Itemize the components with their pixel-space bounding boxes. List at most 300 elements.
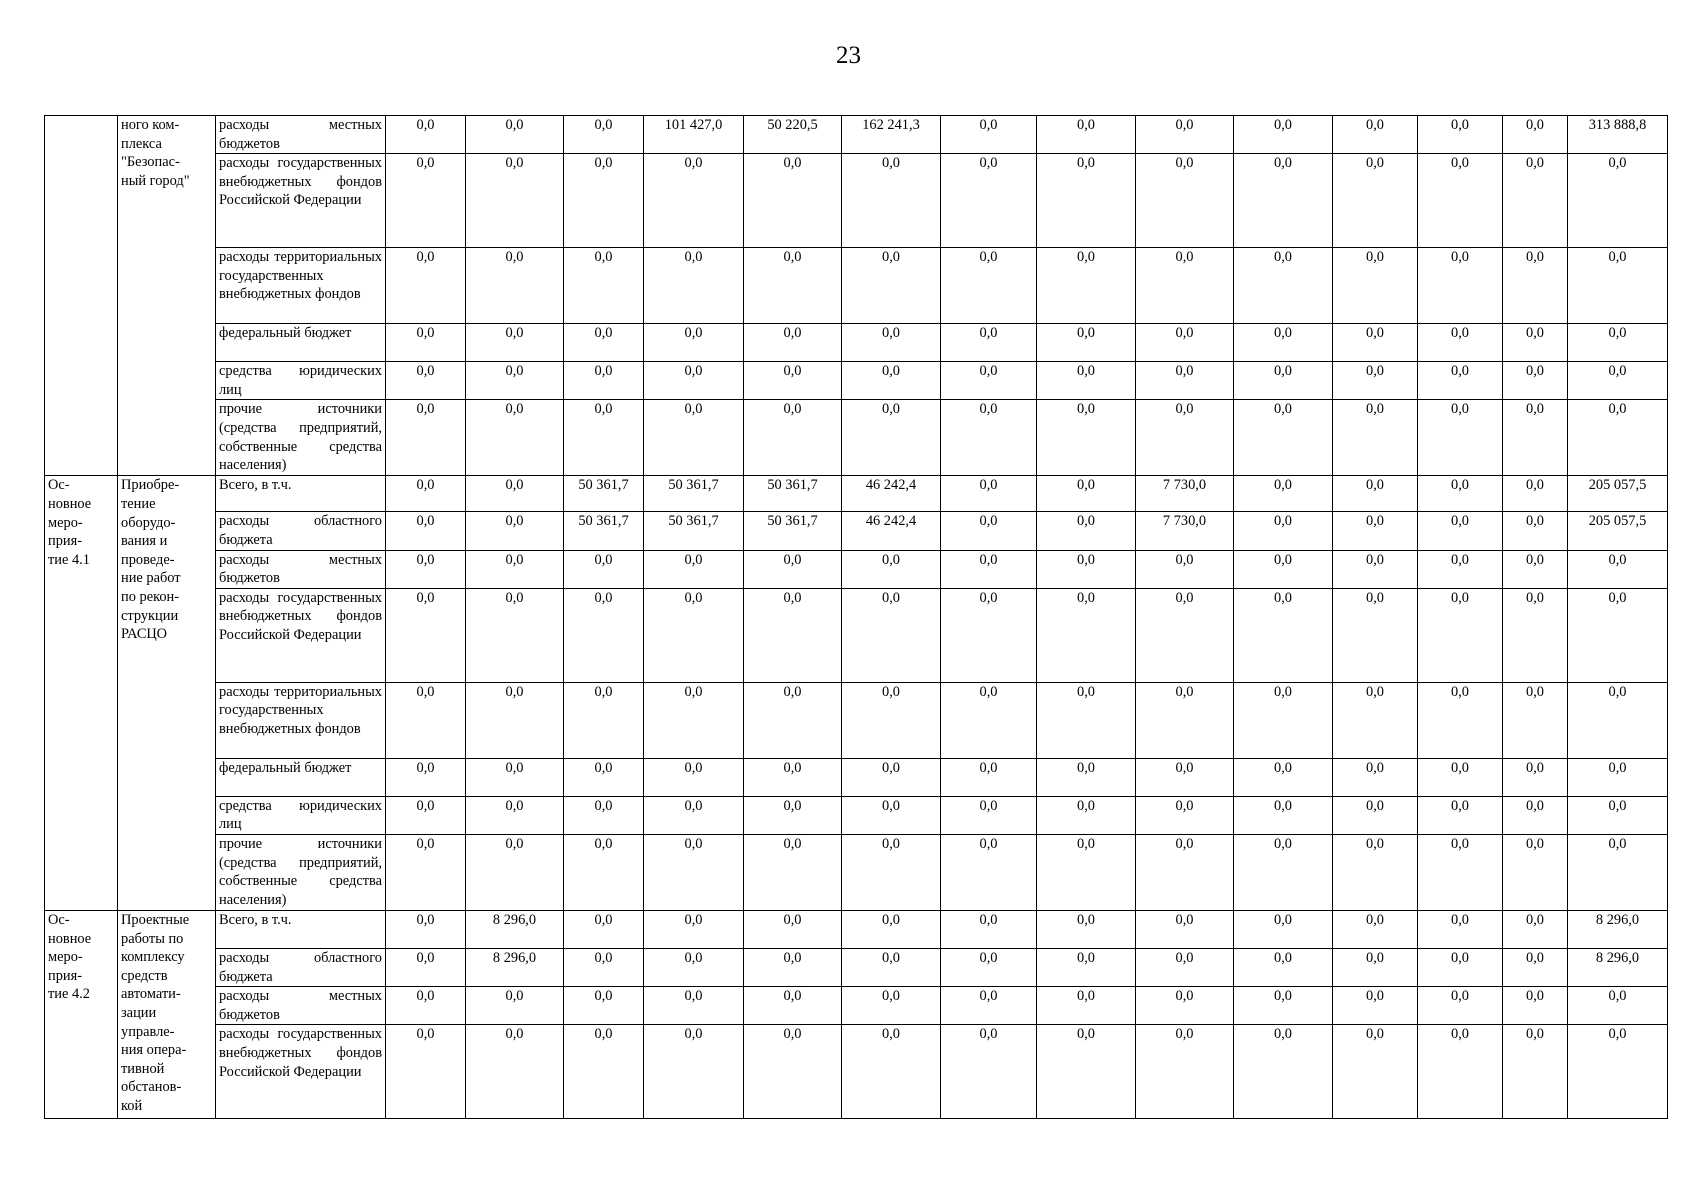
amount-cell: 0,0 <box>1503 948 1568 986</box>
amount-cell: 0,0 <box>1568 400 1668 476</box>
amount-cell: 0,0 <box>1333 248 1418 324</box>
amount-cell: 0,0 <box>744 758 842 796</box>
amount-cell: 7 730,0 <box>1136 512 1234 550</box>
activity-name-text: ного ком- плекса "Безопас- ный город" <box>121 117 190 189</box>
amount-cell: 0,0 <box>744 324 842 362</box>
amount-cell: 0,0 <box>1418 682 1503 758</box>
amount-cell: 0,0 <box>1136 248 1234 324</box>
amount-cell: 0,0 <box>1503 796 1568 834</box>
amount-cell: 0,0 <box>1234 116 1333 154</box>
amount-cell: 0,0 <box>466 324 564 362</box>
amount-cell: 0,0 <box>1418 758 1503 796</box>
amount-cell: 0,0 <box>564 834 644 910</box>
amount-cell: 0,0 <box>564 550 644 588</box>
amount-cell: 0,0 <box>564 987 644 1025</box>
amount-cell: 0,0 <box>1333 910 1418 948</box>
amount-cell: 0,0 <box>1333 796 1418 834</box>
amount-cell: 0,0 <box>842 682 941 758</box>
amount-cell: 0,0 <box>1333 116 1418 154</box>
amount-cell: 0,0 <box>1503 362 1568 400</box>
table-row <box>45 834 1668 910</box>
amount-cell: 8 296,0 <box>1568 948 1668 986</box>
amount-cell: 0,0 <box>1136 550 1234 588</box>
amount-cell: 0,0 <box>564 758 644 796</box>
amount-cell: 0,0 <box>1568 758 1668 796</box>
amount-cell: 0,0 <box>386 512 466 550</box>
activity-name-text: Проектные работы по комплексу средств автомати- зации управле- ния опера- тивной обстанов- кой <box>121 911 190 1114</box>
amount-cell: 0,0 <box>1333 476 1418 512</box>
amount-cell: 0,0 <box>1037 116 1136 154</box>
amount-cell: 0,0 <box>1234 1025 1333 1119</box>
amount-cell: 0,0 <box>842 400 941 476</box>
amount-cell: 313 888,8 <box>1568 116 1668 154</box>
funding-source-cell: расходы государственных внебюджетных фондов Российской Федерации <box>216 1025 386 1119</box>
amount-cell: 0,0 <box>1037 834 1136 910</box>
amount-cell: 0,0 <box>1037 154 1136 248</box>
amount-cell: 0,0 <box>386 682 466 758</box>
amount-cell: 0,0 <box>386 948 466 986</box>
amount-cell: 0,0 <box>842 948 941 986</box>
amount-cell: 0,0 <box>466 758 564 796</box>
amount-cell: 0,0 <box>1136 834 1234 910</box>
activity-name-text: Приобре- тение оборудо- вания и проведе- ние работ по рекон- струкции РАСЦО <box>121 477 181 643</box>
amount-cell: 0,0 <box>564 362 644 400</box>
amount-cell: 0,0 <box>941 796 1037 834</box>
amount-cell: 0,0 <box>941 987 1037 1025</box>
amount-cell: 0,0 <box>1037 476 1136 512</box>
amount-cell: 0,0 <box>1503 248 1568 324</box>
table-row <box>45 154 1668 248</box>
amount-cell: 0,0 <box>386 550 466 588</box>
amount-cell: 0,0 <box>941 248 1037 324</box>
amount-cell: 0,0 <box>1503 116 1568 154</box>
amount-cell: 0,0 <box>1568 248 1668 324</box>
amount-cell: 0,0 <box>1568 550 1668 588</box>
amount-cell: 50 361,7 <box>644 476 744 512</box>
main-event-cell <box>45 476 118 911</box>
amount-cell: 0,0 <box>941 758 1037 796</box>
amount-cell: 0,0 <box>1418 948 1503 986</box>
page-number: 23 <box>836 42 861 69</box>
amount-cell: 0,0 <box>1418 362 1503 400</box>
amount-cell: 0,0 <box>386 362 466 400</box>
amount-cell: 0,0 <box>941 512 1037 550</box>
amount-cell: 0,0 <box>941 116 1037 154</box>
amount-cell: 0,0 <box>1136 910 1234 948</box>
table-row <box>45 948 1668 986</box>
amount-cell: 0,0 <box>1234 324 1333 362</box>
amount-cell: 0,0 <box>1333 362 1418 400</box>
amount-cell: 8 296,0 <box>1568 910 1668 948</box>
amount-cell: 50 361,7 <box>564 512 644 550</box>
amount-cell: 0,0 <box>941 682 1037 758</box>
amount-cell: 0,0 <box>1037 910 1136 948</box>
amount-cell: 0,0 <box>644 796 744 834</box>
funding-source-cell: расходы государственных внебюджетных фондов Российской Федерации <box>216 588 386 682</box>
amount-cell: 0,0 <box>564 588 644 682</box>
amount-cell: 0,0 <box>744 796 842 834</box>
amount-cell: 0,0 <box>1037 682 1136 758</box>
amount-cell: 0,0 <box>1037 758 1136 796</box>
amount-cell: 0,0 <box>842 362 941 400</box>
amount-cell: 0,0 <box>1418 834 1503 910</box>
amount-cell: 0,0 <box>1503 324 1568 362</box>
funding-source-cell: расходы местных бюджетов <box>216 116 386 154</box>
amount-cell: 0,0 <box>644 987 744 1025</box>
table-row <box>45 987 1668 1025</box>
amount-cell: 0,0 <box>1037 1025 1136 1119</box>
amount-cell: 0,0 <box>1503 987 1568 1025</box>
main-event-text: Ос- новное меро- прия- тие 4.1 <box>48 477 92 568</box>
amount-cell: 8 296,0 <box>466 910 564 948</box>
amount-cell: 0,0 <box>842 324 941 362</box>
amount-cell: 0,0 <box>1418 910 1503 948</box>
amount-cell: 0,0 <box>386 910 466 948</box>
amount-cell: 0,0 <box>941 400 1037 476</box>
amount-cell: 0,0 <box>1418 550 1503 588</box>
amount-cell: 0,0 <box>466 682 564 758</box>
amount-cell: 0,0 <box>466 796 564 834</box>
amount-cell: 0,0 <box>466 834 564 910</box>
budget-table <box>44 115 1668 1119</box>
amount-cell: 205 057,5 <box>1568 476 1668 512</box>
amount-cell: 0,0 <box>1333 324 1418 362</box>
amount-cell: 0,0 <box>644 682 744 758</box>
amount-cell: 0,0 <box>1234 796 1333 834</box>
amount-cell: 0,0 <box>1568 1025 1668 1119</box>
amount-cell: 0,0 <box>941 550 1037 588</box>
amount-cell: 0,0 <box>1503 154 1568 248</box>
table-row <box>45 116 1668 154</box>
amount-cell: 0,0 <box>1333 588 1418 682</box>
amount-cell: 0,0 <box>386 154 466 248</box>
amount-cell: 0,0 <box>744 948 842 986</box>
funding-source-cell: расходы территориальных государственных внебюджетных фондов <box>216 682 386 758</box>
amount-cell: 0,0 <box>744 1025 842 1119</box>
amount-cell: 0,0 <box>1418 400 1503 476</box>
amount-cell: 0,0 <box>1037 948 1136 986</box>
amount-cell: 0,0 <box>1136 758 1234 796</box>
amount-cell: 205 057,5 <box>1568 512 1668 550</box>
amount-cell: 0,0 <box>842 987 941 1025</box>
amount-cell: 0,0 <box>941 324 1037 362</box>
amount-cell: 0,0 <box>1136 682 1234 758</box>
amount-cell: 0,0 <box>1333 834 1418 910</box>
amount-cell: 0,0 <box>1234 154 1333 248</box>
amount-cell: 0,0 <box>941 1025 1037 1119</box>
amount-cell: 0,0 <box>744 248 842 324</box>
amount-cell: 0,0 <box>644 550 744 588</box>
amount-cell: 0,0 <box>1503 400 1568 476</box>
table-row <box>45 910 1668 948</box>
amount-cell: 0,0 <box>1568 154 1668 248</box>
amount-cell: 0,0 <box>1503 550 1568 588</box>
amount-cell: 0,0 <box>941 910 1037 948</box>
amount-cell: 0,0 <box>1136 588 1234 682</box>
amount-cell: 162 241,3 <box>842 116 941 154</box>
amount-cell: 0,0 <box>386 476 466 512</box>
amount-cell: 0,0 <box>1418 154 1503 248</box>
table-body <box>45 116 1668 1119</box>
amount-cell: 0,0 <box>1418 512 1503 550</box>
amount-cell: 0,0 <box>1234 758 1333 796</box>
amount-cell: 0,0 <box>744 154 842 248</box>
amount-cell: 0,0 <box>644 910 744 948</box>
amount-cell: 0,0 <box>744 362 842 400</box>
amount-cell: 0,0 <box>1234 248 1333 324</box>
amount-cell: 7 730,0 <box>1136 476 1234 512</box>
amount-cell: 0,0 <box>744 550 842 588</box>
amount-cell: 0,0 <box>1234 512 1333 550</box>
amount-cell: 46 242,4 <box>842 512 941 550</box>
amount-cell: 0,0 <box>842 910 941 948</box>
amount-cell: 0,0 <box>1037 512 1136 550</box>
amount-cell: 0,0 <box>1136 324 1234 362</box>
amount-cell: 0,0 <box>1568 588 1668 682</box>
amount-cell: 0,0 <box>1333 154 1418 248</box>
amount-cell: 0,0 <box>1037 588 1136 682</box>
activity-name-cell <box>118 116 216 476</box>
funding-source-cell: Всего, в т.ч. <box>216 910 386 948</box>
amount-cell: 0,0 <box>386 324 466 362</box>
amount-cell: 0,0 <box>941 362 1037 400</box>
amount-cell: 0,0 <box>564 910 644 948</box>
amount-cell: 0,0 <box>564 324 644 362</box>
amount-cell: 0,0 <box>644 324 744 362</box>
amount-cell: 0,0 <box>1136 987 1234 1025</box>
amount-cell: 0,0 <box>1333 758 1418 796</box>
amount-cell: 0,0 <box>1503 758 1568 796</box>
amount-cell: 0,0 <box>842 758 941 796</box>
amount-cell: 0,0 <box>1503 910 1568 948</box>
amount-cell: 0,0 <box>1136 362 1234 400</box>
amount-cell: 0,0 <box>744 682 842 758</box>
amount-cell: 0,0 <box>1568 324 1668 362</box>
amount-cell: 0,0 <box>386 588 466 682</box>
amount-cell: 0,0 <box>744 588 842 682</box>
amount-cell: 0,0 <box>644 154 744 248</box>
amount-cell: 0,0 <box>1418 987 1503 1025</box>
table-row <box>45 362 1668 400</box>
amount-cell: 0,0 <box>1333 550 1418 588</box>
amount-cell: 0,0 <box>1234 400 1333 476</box>
amount-cell: 0,0 <box>1037 550 1136 588</box>
amount-cell: 0,0 <box>1136 154 1234 248</box>
table-row <box>45 324 1668 362</box>
table-row <box>45 400 1668 476</box>
amount-cell: 0,0 <box>941 154 1037 248</box>
amount-cell: 0,0 <box>1418 588 1503 682</box>
amount-cell: 0,0 <box>644 588 744 682</box>
main-event-text: Ос- новное меро- прия- тие 4.2 <box>48 911 92 1003</box>
amount-cell: 0,0 <box>1333 987 1418 1025</box>
amount-cell: 0,0 <box>842 588 941 682</box>
amount-cell: 0,0 <box>1503 512 1568 550</box>
amount-cell: 0,0 <box>386 116 466 154</box>
table-row <box>45 682 1668 758</box>
amount-cell: 0,0 <box>1234 362 1333 400</box>
amount-cell: 0,0 <box>1418 1025 1503 1119</box>
amount-cell: 0,0 <box>842 248 941 324</box>
funding-source-cell: расходы местных бюджетов <box>216 987 386 1025</box>
amount-cell: 0,0 <box>842 834 941 910</box>
amount-cell: 0,0 <box>1037 987 1136 1025</box>
amount-cell: 0,0 <box>564 248 644 324</box>
amount-cell: 0,0 <box>941 834 1037 910</box>
funding-source-cell: федеральный бюджет <box>216 324 386 362</box>
amount-cell: 0,0 <box>386 400 466 476</box>
amount-cell: 0,0 <box>842 1025 941 1119</box>
table-row <box>45 550 1668 588</box>
amount-cell: 50 361,7 <box>564 476 644 512</box>
amount-cell: 0,0 <box>1418 324 1503 362</box>
amount-cell: 0,0 <box>1418 796 1503 834</box>
amount-cell: 50 361,7 <box>744 512 842 550</box>
amount-cell: 0,0 <box>1234 682 1333 758</box>
amount-cell: 0,0 <box>1234 948 1333 986</box>
amount-cell: 0,0 <box>1136 1025 1234 1119</box>
amount-cell: 0,0 <box>1234 588 1333 682</box>
amount-cell: 0,0 <box>1568 987 1668 1025</box>
amount-cell: 0,0 <box>1234 834 1333 910</box>
amount-cell: 0,0 <box>1136 400 1234 476</box>
amount-cell: 0,0 <box>386 248 466 324</box>
table-row <box>45 248 1668 324</box>
amount-cell: 0,0 <box>1568 834 1668 910</box>
amount-cell: 0,0 <box>1234 550 1333 588</box>
amount-cell: 0,0 <box>386 1025 466 1119</box>
amount-cell: 50 361,7 <box>644 512 744 550</box>
amount-cell: 0,0 <box>644 948 744 986</box>
amount-cell: 0,0 <box>1503 588 1568 682</box>
amount-cell: 0,0 <box>1234 910 1333 948</box>
amount-cell: 0,0 <box>564 116 644 154</box>
main-event-cell <box>45 910 118 1118</box>
amount-cell: 0,0 <box>386 834 466 910</box>
amount-cell: 0,0 <box>1136 116 1234 154</box>
amount-cell: 0,0 <box>564 682 644 758</box>
amount-cell: 0,0 <box>744 834 842 910</box>
amount-cell: 0,0 <box>1333 400 1418 476</box>
amount-cell: 0,0 <box>466 116 564 154</box>
amount-cell: 46 242,4 <box>842 476 941 512</box>
amount-cell: 0,0 <box>466 987 564 1025</box>
amount-cell: 0,0 <box>644 248 744 324</box>
funding-source-cell: расходы областного бюджета <box>216 948 386 986</box>
amount-cell: 0,0 <box>466 1025 564 1119</box>
amount-cell: 0,0 <box>842 154 941 248</box>
amount-cell: 0,0 <box>744 400 842 476</box>
funding-source-cell: прочие источники (средства предприятий, собственные средства населения) <box>216 400 386 476</box>
funding-source-cell: расходы областного бюджета <box>216 512 386 550</box>
funding-source-cell: средства юридических лиц <box>216 362 386 400</box>
amount-cell: 0,0 <box>466 550 564 588</box>
amount-cell: 0,0 <box>1418 476 1503 512</box>
funding-source-cell: расходы территориальных государственных внебюджетных фондов <box>216 248 386 324</box>
amount-cell: 0,0 <box>644 834 744 910</box>
amount-cell: 0,0 <box>1333 682 1418 758</box>
amount-cell: 0,0 <box>1037 400 1136 476</box>
amount-cell: 0,0 <box>744 987 842 1025</box>
amount-cell: 0,0 <box>1503 476 1568 512</box>
amount-cell: 0,0 <box>1037 796 1136 834</box>
amount-cell: 0,0 <box>1136 796 1234 834</box>
amount-cell: 0,0 <box>1333 1025 1418 1119</box>
amount-cell: 0,0 <box>1136 948 1234 986</box>
amount-cell: 0,0 <box>644 1025 744 1119</box>
amount-cell: 0,0 <box>1568 682 1668 758</box>
activity-name-cell <box>118 910 216 1118</box>
amount-cell: 0,0 <box>386 987 466 1025</box>
amount-cell: 50 361,7 <box>744 476 842 512</box>
amount-cell: 0,0 <box>466 362 564 400</box>
amount-cell: 0,0 <box>941 948 1037 986</box>
amount-cell: 50 220,5 <box>744 116 842 154</box>
table-row <box>45 758 1668 796</box>
table-row <box>45 512 1668 550</box>
funding-source-cell: прочие источники (средства предприятий, собственные средства населения) <box>216 834 386 910</box>
amount-cell: 0,0 <box>1234 987 1333 1025</box>
amount-cell: 0,0 <box>466 248 564 324</box>
amount-cell: 0,0 <box>1234 476 1333 512</box>
amount-cell: 0,0 <box>564 1025 644 1119</box>
funding-source-cell: средства юридических лиц <box>216 796 386 834</box>
amount-cell: 0,0 <box>1037 362 1136 400</box>
funding-source-cell: Всего, в т.ч. <box>216 476 386 512</box>
amount-cell: 0,0 <box>644 400 744 476</box>
table-row <box>45 588 1668 682</box>
funding-source-cell: расходы государственных внебюджетных фондов Российской Федерации <box>216 154 386 248</box>
activity-name-cell <box>118 476 216 911</box>
amount-cell: 0,0 <box>466 476 564 512</box>
amount-cell: 0,0 <box>1333 948 1418 986</box>
amount-cell: 0,0 <box>1037 324 1136 362</box>
amount-cell: 0,0 <box>564 154 644 248</box>
amount-cell: 0,0 <box>842 796 941 834</box>
amount-cell: 0,0 <box>386 758 466 796</box>
amount-cell: 0,0 <box>644 758 744 796</box>
amount-cell: 0,0 <box>1503 834 1568 910</box>
amount-cell: 0,0 <box>1418 248 1503 324</box>
amount-cell: 0,0 <box>466 588 564 682</box>
main-event-cell <box>45 116 118 476</box>
amount-cell: 0,0 <box>564 400 644 476</box>
amount-cell: 0,0 <box>744 910 842 948</box>
amount-cell: 0,0 <box>466 400 564 476</box>
funding-source-cell: федеральный бюджет <box>216 758 386 796</box>
table-row <box>45 796 1668 834</box>
amount-cell: 0,0 <box>842 550 941 588</box>
amount-cell: 0,0 <box>466 154 564 248</box>
funding-source-cell: расходы местных бюджетов <box>216 550 386 588</box>
amount-cell: 0,0 <box>1418 116 1503 154</box>
amount-cell: 0,0 <box>1568 796 1668 834</box>
amount-cell: 0,0 <box>1503 1025 1568 1119</box>
amount-cell: 0,0 <box>1568 362 1668 400</box>
amount-cell: 0,0 <box>1503 682 1568 758</box>
amount-cell: 0,0 <box>1037 248 1136 324</box>
amount-cell: 0,0 <box>466 512 564 550</box>
amount-cell: 0,0 <box>941 588 1037 682</box>
amount-cell: 101 427,0 <box>644 116 744 154</box>
amount-cell: 0,0 <box>644 362 744 400</box>
amount-cell: 8 296,0 <box>466 948 564 986</box>
amount-cell: 0,0 <box>564 948 644 986</box>
table-row <box>45 1025 1668 1119</box>
amount-cell: 0,0 <box>386 796 466 834</box>
amount-cell: 0,0 <box>1333 512 1418 550</box>
amount-cell: 0,0 <box>941 476 1037 512</box>
